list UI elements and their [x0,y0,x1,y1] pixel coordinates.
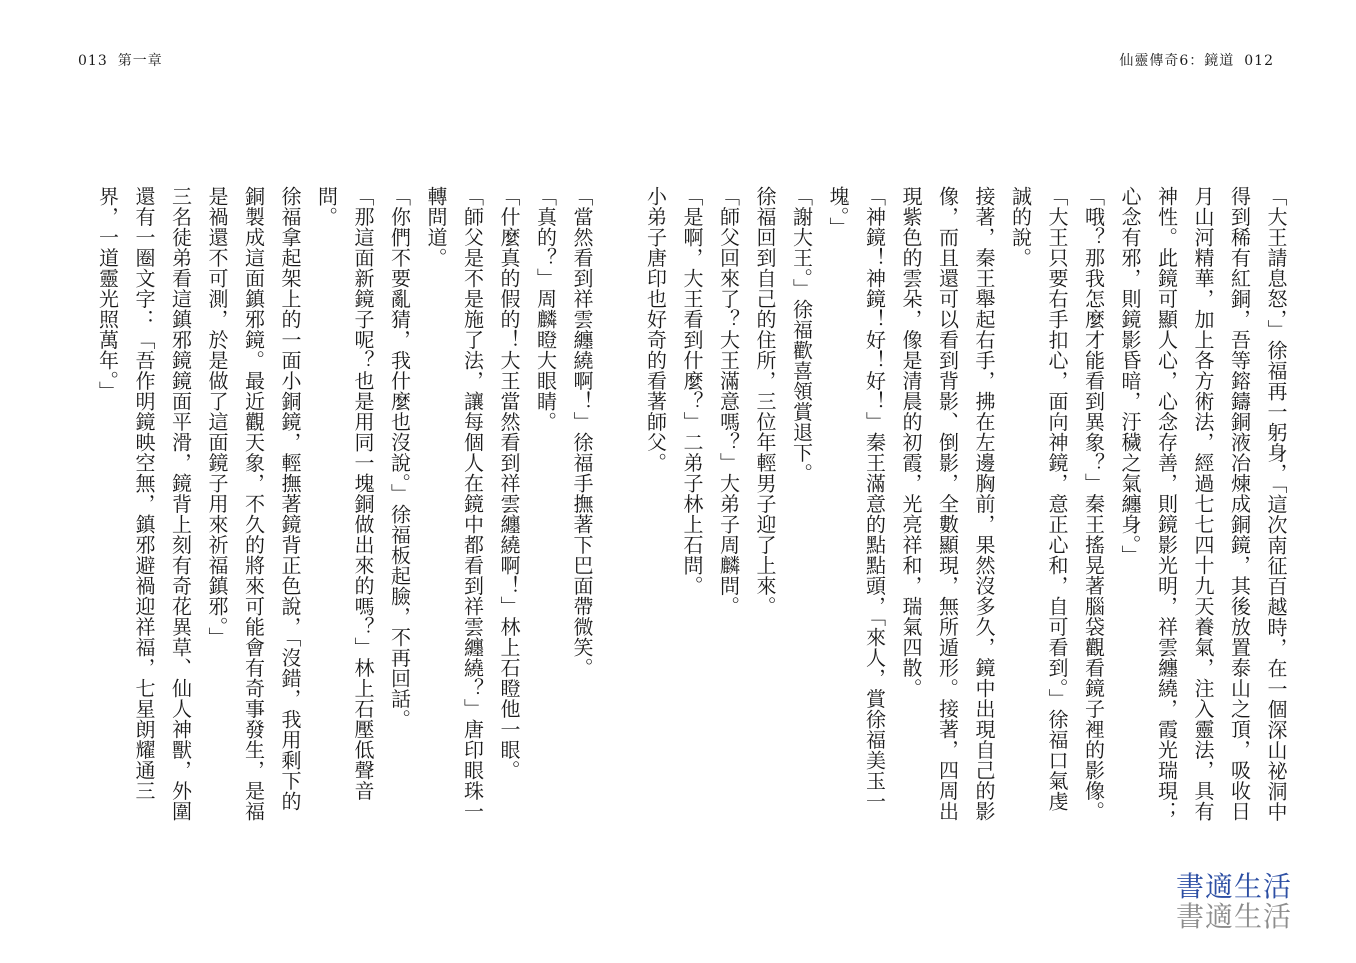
right-page-number: 012 [1244,53,1274,69]
paragraph: 「是啊，大王看到什麼？」二弟子林上石問。 [680,186,704,596]
watermark-line-primary: 書適生活 [1176,870,1293,903]
right-page [643,0,1356,963]
paragraph: 徐福回到自己的住所，三位年輕男子迎了上來。 [753,186,777,617]
left-page-body [95,186,600,826]
paragraph: 三名徒弟看這鎮邪鏡鏡面平滑，鏡背上刻有奇花異草、仙人神獸，外圍還有一圈文字：「吾作明鏡映空無，鎮邪避禍迎祥福，七星朗耀通三界，一道靈光照萬年。」 [95,186,193,822]
watermark-line-secondary: 書適生活 [1176,900,1293,933]
paragraph: 「哦？那我怎麼才能看到異象？」秦王搖晃著腦袋觀看鏡子裡的影像。 [1081,186,1106,822]
paragraph: 「神鏡！神鏡！好！好！」秦王滿意的點點頭，「來人，賞徐福美玉一塊。」 [826,186,887,812]
publisher-watermark [1176,872,1336,932]
paragraph: 「你們不要亂猜，我什麼也沒說。」徐福板起臉，不再回話。 [387,186,412,730]
paragraph: 「當然看到祥雲纏繞啊！」徐福手撫著下巴面帶微笑。 [570,186,594,678]
paragraph: 「什麼真的假的！大王當然看到祥雲纏繞啊！」林上石瞪他一眼。 [497,186,521,781]
paragraph: 小弟子唐印也好奇的看著師父。 [643,186,668,473]
right-page-header [1119,50,1274,70]
paragraph: 「師父是不是施了法，讓每個人在鏡中都看到祥雲纏繞？」唐印眼珠一轉問道。 [424,186,485,822]
paragraph: 「師父回來了？大王滿意嗎？」大弟子周麟問。 [716,186,741,617]
chapter-title: 第一章 [117,53,163,69]
paragraph: 「真的？」周麟瞪大眼睛。 [533,186,558,432]
paragraph: 「那這面新鏡子呢？也是用同一塊銅做出來的嗎？」林上石壓低聲音問。 [314,186,375,801]
left-page-number: 013 [78,53,108,69]
book-title: 仙靈傳奇6：鏡道 [1119,53,1235,69]
paragraph: 接著，秦王舉起右手，拂在左邊胸前，果然沒多久，鏡中出現自己的影像，而且還可以看到背影、倒影，全數顯現，無所遁形。接著，四周出現紫色的雲朵，像是清晨的初霞，光亮祥和，瑞氣四散。 [899,186,996,822]
paragraph: 「謝大王。」徐福歡喜領賞退下。 [789,186,814,484]
left-page-header [78,50,163,70]
paragraph: 「大王只要右手扣心，面向神鏡，意正心和，自可看到。」徐福口氣虔誠的說。 [1008,186,1069,812]
paragraph: 徐福拿起架上的一面小銅鏡，輕撫著鏡背正色說，「沒錯，我用剩下的銅製成這面鎮邪鏡。最近觀天象，不久的將來可能會有奇事發生，是福是禍還不可測，於是做了這面鏡子用來祈福鎮邪。」 [205,186,302,822]
right-page-body [643,186,1294,826]
paragraph: 「大王請息怒，」徐福再一躬身，「這次南征百越時，在一個深山祕洞中得到稀有紅銅，吾等鎔鑄銅液冶煉成銅鏡，其後放置泰山之頂，吸收日月山河精華，加上各方術法，經過七七四十九天養氣，注入靈法，具有神性。此鏡可顯人心，心念存善，則鏡影光明，祥雲纏繞，霞光瑞現；心念有邪，則鏡影昏暗，汙穢之氣纏身。」 [1118,186,1288,822]
